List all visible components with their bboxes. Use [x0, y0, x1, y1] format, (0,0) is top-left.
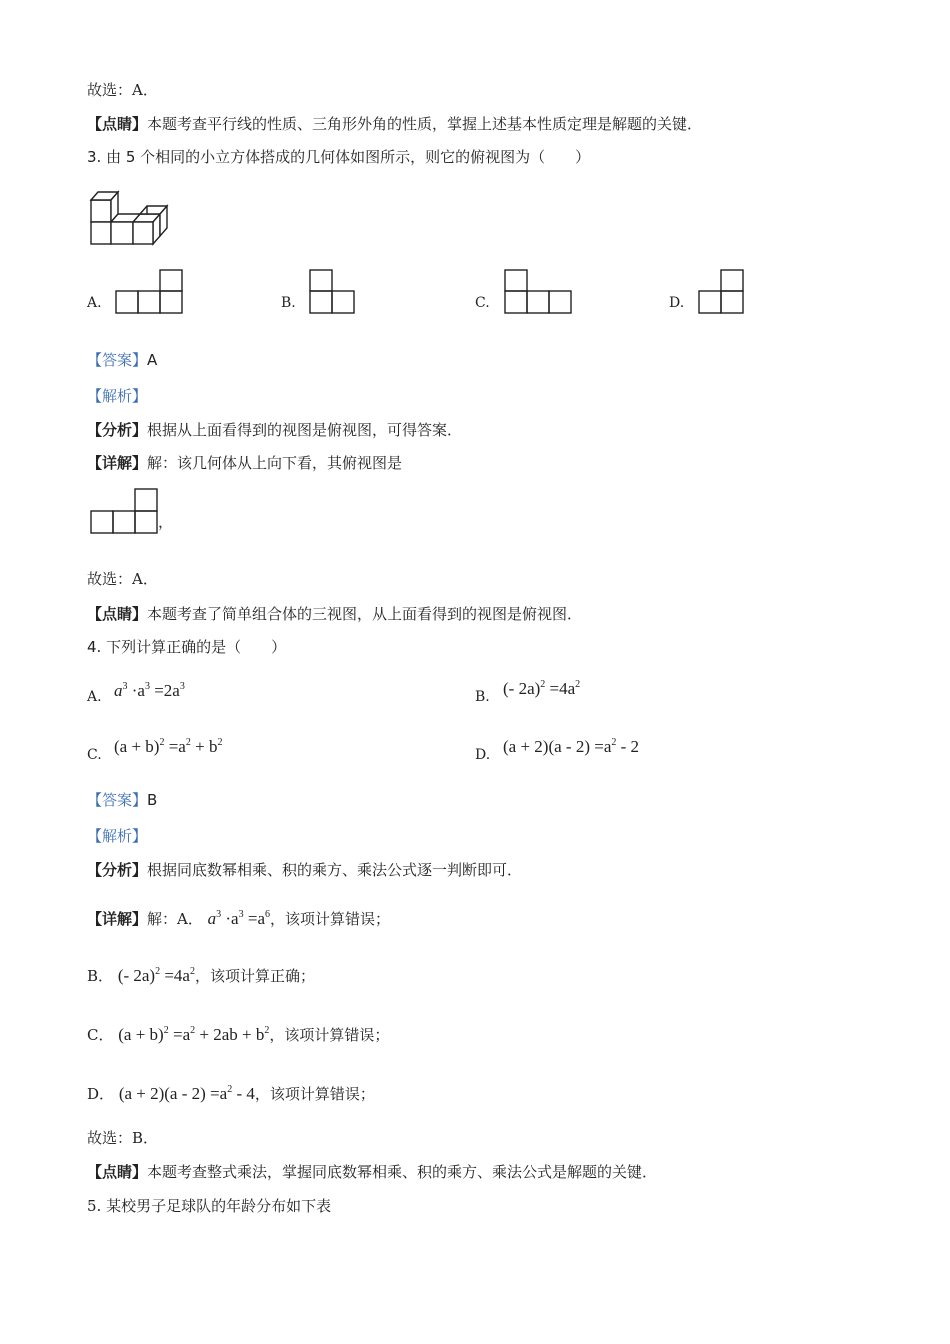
q4-detail-c: C． $(a + b)^2 =a^2 + 2ab + b^2$，该项计算错误；: [87, 1025, 390, 1044]
summary-text: 本题考查了简单组合体的三视图，从上面看得到的视图是俯视图．: [147, 605, 583, 623]
summary-line: [87, 114, 702, 134]
q3-solution-figure: [89, 488, 159, 536]
q3-analysis-tag: 【解析】: [87, 387, 148, 405]
q3-option-d-label: D.: [669, 295, 685, 311]
q4-summary: [87, 1162, 657, 1182]
q4-answer: [87, 790, 157, 810]
q3-option-b-label: B.: [281, 295, 296, 311]
question-5: 5. 某校男子足球队的年龄分布如下表: [87, 1197, 332, 1215]
summary-text: 本题考查整式乘法，掌握同底数幂相乘、积的乘方、乘法公式是解题的关键．: [147, 1163, 658, 1181]
q4-detail-a: 【详解】解：A． $a^3 \cdot a^3 =a^6$，该项计算错误；: [87, 909, 391, 928]
q4-option-a-expr: $a^3 \cdot a^3 =2a^3$: [114, 681, 185, 700]
q4-detail-b: B． (- $2a)^2 =4a^2$，该项计算正确；: [87, 966, 315, 985]
q4-option-a-label: A.: [87, 689, 102, 705]
q3-option-c-label: C.: [475, 295, 490, 311]
q4-option-c-expr: $(a + b)^2 =a^2 + b^2$: [114, 737, 223, 756]
detail-tag: 【详解】: [87, 910, 148, 928]
summary-tag: 【点睛】: [87, 115, 148, 133]
q4-option-b-label: B.: [475, 689, 490, 705]
summary-text: 本题考查平行线的性质、三角形外角的性质，掌握上述基本性质定理是解题的关键．: [147, 115, 703, 133]
q4-conclusion: 故选：B．: [87, 1129, 159, 1147]
q4-option-c-label: C.: [87, 747, 102, 763]
detail-text: 解：该几何体从上向下看，其俯视图是: [147, 454, 403, 472]
q3-detail: [87, 453, 402, 473]
q4-option-d-expr: $(a + 2)(a - 2) =a^2 - 2$: [503, 737, 640, 756]
q3-analysis: [87, 420, 462, 440]
summary-tag: 【点睛】: [87, 1163, 148, 1181]
question-4: 4. 下列计算正确的是（ ）: [87, 638, 287, 656]
detail-tag: 【详解】: [87, 454, 148, 472]
conclusion-line: 故选：A．: [87, 81, 158, 99]
analysis-tag: 【分析】: [87, 421, 148, 439]
question-3: 3. 由 5 个相同的小立方体搭成的几何体如图所示，则它的俯视图为（ ）: [87, 148, 591, 166]
q3-option-c-figure: [503, 269, 573, 315]
q4-detail-d: D． $(a + 2)(a - 2) =a^2 - 4$，该项计算错误；: [87, 1084, 375, 1103]
q4-option-d-label: D.: [475, 747, 491, 763]
q3-option-a-figure: [114, 269, 184, 315]
answer-tag: 【答案】: [87, 791, 148, 809]
q3-summary: [87, 604, 582, 624]
q3-answer: [87, 350, 157, 370]
analysis-text: 根据从上面看得到的视图是俯视图，可得答案．: [147, 421, 463, 439]
analysis-text: 根据同底数幂相乘、积的乘方、乘法公式逐一判断即可．: [147, 861, 523, 879]
q3-option-a-label: A.: [87, 295, 102, 311]
q3-option-d-figure: [697, 269, 745, 315]
summary-tag: 【点睛】: [87, 605, 148, 623]
answer-tag: 【答案】: [87, 351, 148, 369]
answer-value: B: [147, 791, 158, 809]
q4-analysis-tag: 【解析】: [87, 827, 148, 845]
q4-option-b-expr: (- $2a)^2 =4a^2$: [503, 679, 581, 698]
cube-figure: [88, 188, 178, 248]
q3-conclusion: 故选：A．: [87, 570, 158, 588]
analysis-tag: 【分析】: [87, 861, 148, 879]
q3-figure-comma: ，: [158, 513, 174, 531]
answer-value: A: [147, 351, 158, 369]
q4-analysis: [87, 860, 522, 880]
q3-option-b-figure: [308, 269, 356, 315]
